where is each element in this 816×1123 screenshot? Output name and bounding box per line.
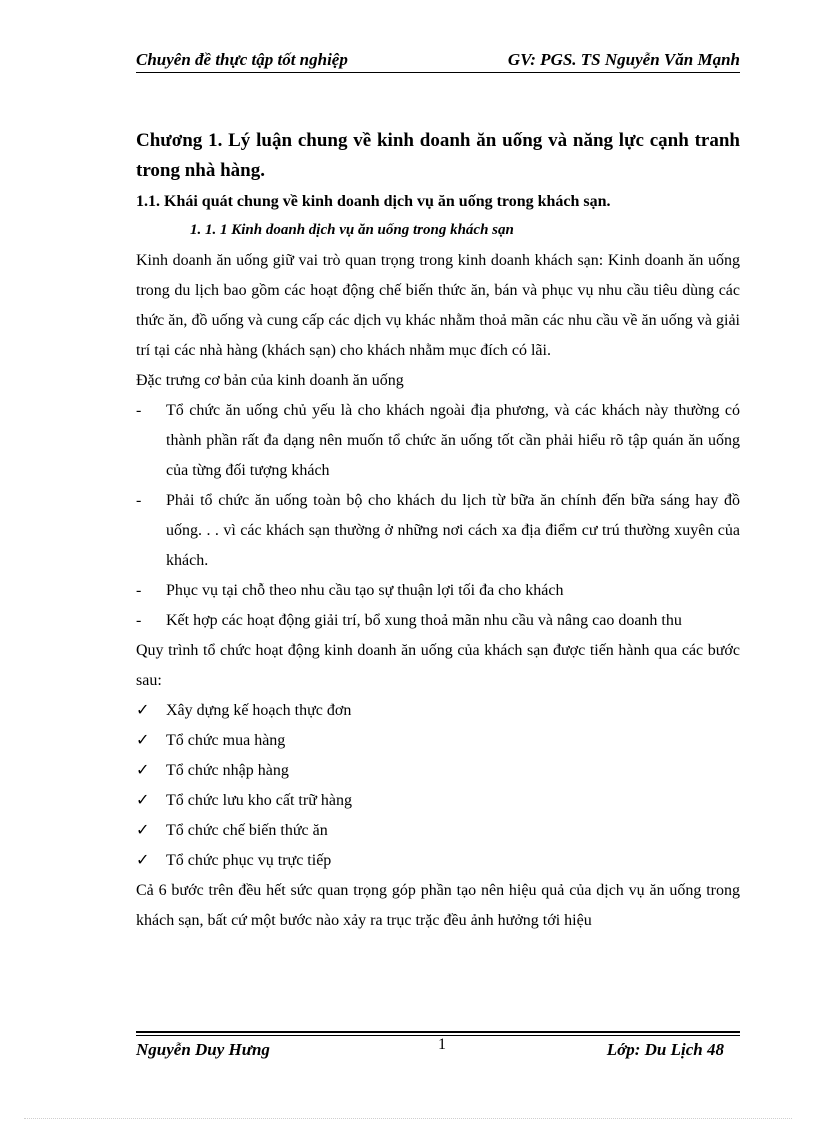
list-item <box>136 576 740 606</box>
footer-author: Nguyễn Duy Hưng <box>136 1040 270 1059</box>
list-item-text: Tổ chức chế biến thức ăn <box>166 822 328 839</box>
section-title: 1.1. Khái quát chung về kinh doanh dịch vụ ăn uống trong khách sạn. <box>136 193 611 210</box>
list-item-text: Phục vụ tại chỗ theo nhu cầu tạo sự thuận lợi tối đa cho khách <box>166 582 564 599</box>
list-item-text: Tổ chức phục vụ trực tiếp <box>166 852 332 869</box>
paragraph-intro: Kinh doanh ăn uống giữ vai trò quan trọng trong kinh doanh khách sạn: Kinh doanh ăn uống trong du lịch bao gồm các hoạt động chế biến thức ăn, bán và phục vụ nhu cầu tiêu dùng các thức ăn, đồ uống và cung cấp các dịch vụ khác nhằm thoả mãn các nhu cầu về ăn uống và giải trí tại các nhà hàng (khách sạn) cho khách nhằm mục đích có lãi. <box>136 252 740 359</box>
page-boundary <box>24 1118 792 1119</box>
list-item-text: Xây dựng kế hoạch thực đơn <box>166 702 352 719</box>
list-item <box>136 756 740 786</box>
dash-marker: - <box>136 402 142 419</box>
list-item-text: Phải tổ chức ăn uống toàn bộ cho khách du lịch từ bữa ăn chính đến bữa sáng hay đồ uống. . . vì các khách sạn thường ở những nơi cách xa địa điểm cư trú thường xuyên của khách. <box>166 492 740 569</box>
list-item <box>136 606 740 636</box>
process-steps-list <box>136 696 740 876</box>
list-item-text: Tổ chức ăn uống chủ yếu là cho khách ngoài địa phương, và các khách này thường có thành phần rất đa dạng nên muốn tổ chức ăn uống tốt cần phải hiểu rõ tập quán ăn uống của từng đối tượng khách <box>166 402 740 479</box>
check-icon: ✓ <box>136 762 150 779</box>
header-supervisor: GV: PGS. TS Nguyễn Văn Mạnh <box>507 50 740 69</box>
check-icon: ✓ <box>136 792 150 809</box>
chapter-title: Chương 1. Lý luận chung về kinh doanh ăn uống và năng lực cạnh tranh trong nhà hàng. <box>136 130 740 181</box>
paragraph-process: Quy trình tổ chức hoạt động kinh doanh ăn uống của khách sạn được tiến hành qua các bước sau: <box>136 642 740 689</box>
paragraph-conclusion: Cả 6 bước trên đều hết sức quan trọng góp phần tạo nên hiệu quả của dịch vụ ăn uống trong khách sạn, bất cứ một bước nào xảy ra trục trặc đều ảnh hưởng tới hiệu <box>136 882 740 929</box>
list-item <box>136 486 740 576</box>
list-item <box>136 726 740 756</box>
footer-rule-thick <box>136 1031 740 1033</box>
check-icon: ✓ <box>136 732 150 749</box>
check-icon: ✓ <box>136 702 150 719</box>
list-item <box>136 816 740 846</box>
dash-marker: - <box>136 582 142 599</box>
list-item-text: Tổ chức lưu kho cất trữ hàng <box>166 792 352 809</box>
dash-marker: - <box>136 492 142 509</box>
footer-class: Lớp: Du Lịch 48 <box>606 1040 724 1059</box>
check-icon: ✓ <box>136 852 150 869</box>
header-rule <box>136 72 740 73</box>
header-course-title: Chuyên đề thực tập tốt nghiệp <box>136 50 348 69</box>
list-item-text: Tổ chức nhập hàng <box>166 762 289 779</box>
paragraph-characteristics: Đặc trưng cơ bản của kinh doanh ăn uống <box>136 372 404 389</box>
list-item <box>136 396 740 486</box>
list-item-text: Kết hợp các hoạt động giải trí, bổ xung thoả mãn nhu cầu và nâng cao doanh thu <box>166 612 682 629</box>
dash-marker: - <box>136 612 142 629</box>
check-icon: ✓ <box>136 822 150 839</box>
page-number: 1 <box>438 1036 446 1053</box>
subsection-title: 1. 1. 1 Kinh doanh dịch vụ ăn uống trong khách sạn <box>190 222 514 238</box>
list-item <box>136 786 740 816</box>
list-item <box>136 846 740 876</box>
list-item-text: Tổ chức mua hàng <box>166 732 286 749</box>
list-item <box>136 696 740 726</box>
page-body <box>136 126 740 936</box>
characteristics-list <box>136 396 740 636</box>
